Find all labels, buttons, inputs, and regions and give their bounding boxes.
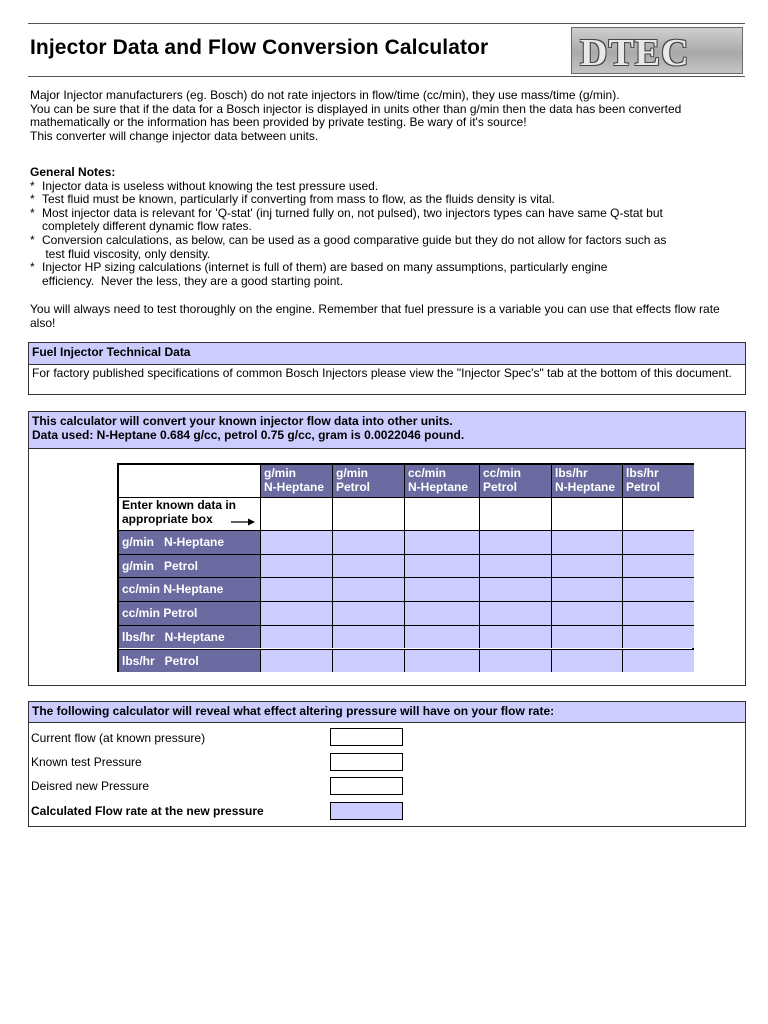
converted-value-cell [622, 577, 694, 601]
enter-known-data-label: Enter known data in appropriate box [119, 497, 260, 530]
page-title: Injector Data and Flow Conversion Calculator [30, 36, 489, 59]
top-rule [28, 23, 745, 24]
converted-value-cell [479, 625, 551, 649]
converted-value-cell [404, 530, 479, 554]
known-data-input[interactable] [260, 497, 332, 530]
column-header: cc/min Petrol [479, 465, 551, 497]
current-flow-label: Current flow (at known pressure) [31, 731, 206, 745]
column-header: lbs/hr Petrol [622, 465, 694, 497]
logo-text: DTEC [580, 32, 690, 74]
converted-value-cell [551, 649, 622, 673]
known-pressure-label: Known test Pressure [31, 755, 142, 769]
calculated-flow-label: Calculated Flow rate at the new pressure [31, 804, 264, 818]
note-item: * Injector data is useless without knowing the test pressure used. [30, 178, 379, 193]
note-item: * Most injector data is relevant for 'Q-stat' (inj turned fully on, not pulsed), two injectors types can have same Q-stat but [30, 205, 663, 220]
testing-note: You will always need to test thoroughly on the engine. Remember that fuel pressure is a variable you can use that effects flow rate also! [30, 302, 720, 330]
converted-value-cell [479, 554, 551, 578]
converted-value-cell [332, 554, 404, 578]
converted-value-cell [551, 530, 622, 554]
converted-value-cell [332, 601, 404, 625]
intro-line: This converter will change injector data between units. [30, 128, 319, 143]
converted-value-cell [260, 554, 332, 578]
general-notes [30, 166, 742, 288]
note-item: * Injector HP sizing calculations (internet is full of them) are based on many assumptions, particularly engine [30, 260, 608, 275]
title-rule [28, 76, 745, 77]
column-header: cc/min N-Heptane [404, 465, 479, 497]
converted-value-cell [332, 530, 404, 554]
intro-line: You can be sure that if the data for a Bosch injector is displayed in units other than g/min then the data has been converted mathematically or the information has been provided by private testing. Be wary of it's source! [30, 101, 682, 130]
converter-heading [29, 412, 745, 449]
converted-value-cell [404, 649, 479, 673]
column-header: lbs/hr N-Heptane [551, 465, 622, 497]
tech-data-heading: Fuel Injector Technical Data [29, 343, 745, 365]
notes-heading: General Notes: [30, 165, 116, 179]
converted-value-cell [332, 625, 404, 649]
row-header: g/min Petrol [119, 554, 260, 578]
converted-value-cell [551, 554, 622, 578]
converted-value-cell [622, 649, 694, 673]
dtec-logo [571, 27, 743, 74]
note-item-continued: test fluid viscosity, only density. [42, 246, 211, 261]
converted-value-cell [479, 601, 551, 625]
intro-text [30, 89, 742, 143]
tech-data-body: For factory published specifications of common Bosch Injectors please view the "Injector Spec's" tab at the bottom of this document. [32, 366, 732, 380]
converter-heading-line: Data used: N-Heptane 0.684 g/cc, petrol 0.75 g/cc, gram is 0.0022046 pound. [32, 428, 465, 442]
converted-value-cell [551, 601, 622, 625]
known-pressure-input[interactable] [330, 753, 403, 771]
conversion-grid [117, 463, 694, 672]
converted-value-cell [404, 577, 479, 601]
row-header: lbs/hr Petrol [119, 649, 260, 673]
converted-value-cell [404, 625, 479, 649]
converted-value-cell [622, 601, 694, 625]
column-header: g/min Petrol [332, 465, 404, 497]
converted-value-cell [479, 649, 551, 673]
current-flow-input[interactable] [330, 728, 403, 746]
converter-heading-line: This calculator will convert your known injector flow data into other units. [32, 414, 453, 428]
desired-pressure-input[interactable] [330, 777, 403, 795]
known-data-input[interactable] [622, 497, 694, 530]
converted-value-cell [551, 625, 622, 649]
known-data-input[interactable] [479, 497, 551, 530]
calculated-flow-output [330, 802, 403, 820]
row-header: cc/min N-Heptane [119, 577, 260, 601]
known-data-input[interactable] [404, 497, 479, 530]
pressure-calc-heading: The following calculator will reveal what effect altering pressure will have on your flow rate: [29, 702, 745, 723]
intro-line: Major Injector manufacturers (eg. Bosch) do not rate injectors in flow/time (cc/min), they use mass/time (g/min). [30, 88, 620, 102]
converted-value-cell [622, 625, 694, 649]
converted-value-cell [479, 577, 551, 601]
converted-value-cell [260, 649, 332, 673]
converted-value-cell [622, 530, 694, 554]
converted-value-cell [622, 554, 694, 578]
converted-value-cell [260, 577, 332, 601]
row-header: cc/min Petrol [119, 601, 260, 625]
converted-value-cell [260, 530, 332, 554]
arrow-right-icon [231, 518, 255, 526]
column-header: g/min N-Heptane [260, 465, 332, 497]
note-item: * Conversion calculations, as below, can be used as a good comparative guide but they do not allow for factors such as [30, 232, 667, 247]
desired-pressure-label: Deisred new Pressure [31, 779, 150, 793]
row-header: lbs/hr N-Heptane [119, 625, 260, 649]
converted-value-cell [404, 554, 479, 578]
converted-value-cell [332, 577, 404, 601]
converted-value-cell [260, 625, 332, 649]
converted-value-cell [551, 577, 622, 601]
note-item: * Test fluid must be known, particularly if converting from mass to flow, as the fluids density is vital. [30, 192, 555, 207]
row-header: g/min N-Heptane [119, 530, 260, 554]
converted-value-cell [260, 601, 332, 625]
converted-value-cell [332, 649, 404, 673]
converted-value-cell [404, 601, 479, 625]
tech-data-section [28, 342, 746, 395]
known-data-input[interactable] [551, 497, 622, 530]
note-item-continued: efficiency. Never the less, they are a good starting point. [42, 273, 344, 288]
converted-value-cell [479, 530, 551, 554]
note-item-continued: completely different dynamic flow rates. [42, 219, 252, 234]
known-data-input[interactable] [332, 497, 404, 530]
